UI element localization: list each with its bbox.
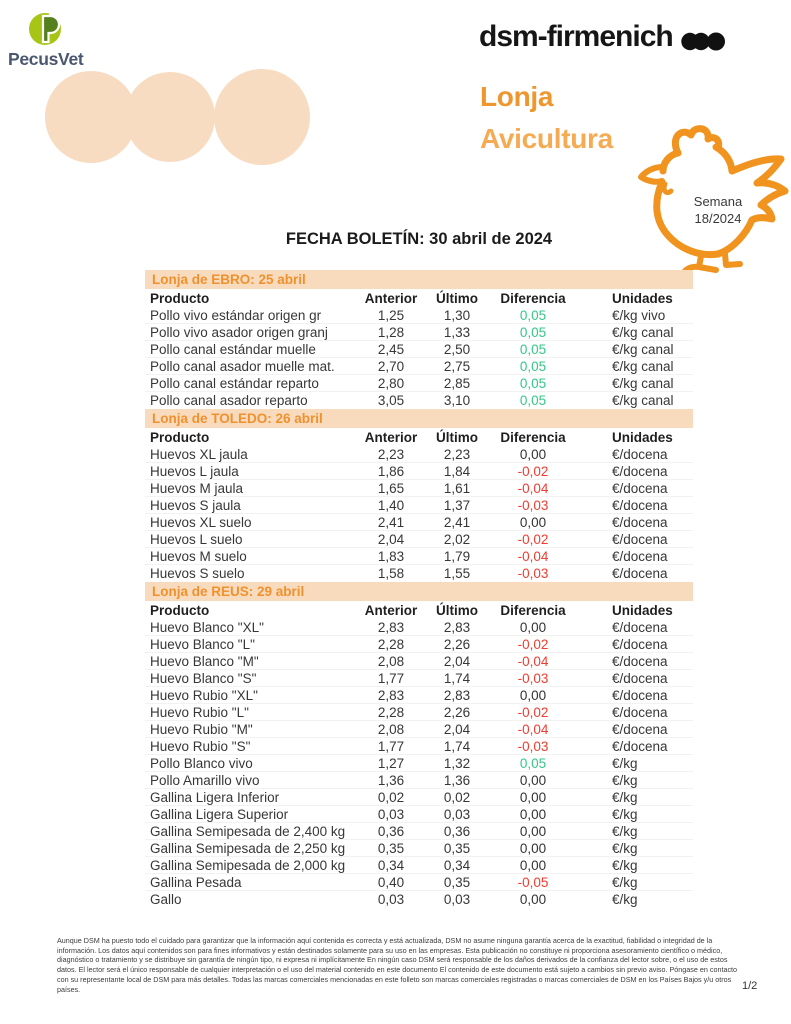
cell-unidades: €/docena [612, 721, 668, 737]
cell-anterior: 0,36 [377, 823, 405, 839]
table-row [145, 772, 693, 789]
cell-anterior: 0,40 [377, 874, 405, 890]
cell-diferencia: 0,00 [519, 619, 547, 635]
decorative-circle [214, 69, 310, 165]
table-row [145, 721, 693, 738]
cell-anterior: 0,02 [377, 789, 405, 805]
table-row [145, 704, 693, 721]
cell-diferencia: -0,04 [517, 480, 549, 496]
page-title-line1: Lonja [480, 81, 554, 112]
cell-diferencia: 0,05 [519, 324, 547, 340]
cell-anterior: 2,41 [377, 514, 405, 530]
section-title-bar [145, 409, 693, 428]
cell-anterior: 1,77 [377, 738, 405, 754]
column-header-unidades: Unidades [612, 290, 673, 306]
cell-diferencia: -0,03 [517, 566, 549, 581]
cell-ultimo: 1,74 [443, 670, 471, 686]
cell-producto: Gallina Ligera Superior [150, 806, 289, 822]
lonja-section [145, 270, 693, 409]
cell-diferencia: 0,00 [519, 687, 547, 703]
cell-unidades: €/kg [612, 874, 638, 890]
cell-producto: Huevos L suelo [150, 531, 243, 547]
cell-unidades: €/kg canal [612, 393, 674, 408]
cell-diferencia: 0,00 [519, 840, 547, 856]
cell-unidades: €/kg vivo [612, 307, 666, 323]
cell-producto: Gallina Ligera Inferior [150, 789, 280, 805]
table-row [145, 358, 693, 375]
table-row [145, 531, 693, 548]
cell-unidades: €/docena [612, 497, 668, 513]
column-header-unidades: Unidades [612, 429, 673, 445]
week-label: Semana [693, 194, 743, 209]
cell-ultimo: 0,34 [443, 857, 471, 873]
cell-unidades: €/docena [612, 636, 668, 652]
cell-producto: Huevos M jaula [150, 480, 244, 496]
cell-unidades: €/kg [612, 840, 638, 856]
cell-producto: Huevos S suelo [150, 566, 245, 581]
cell-ultimo: 1,79 [443, 548, 471, 564]
cell-producto: Gallina Semipesada de 2,400 kg [150, 823, 346, 839]
cell-unidades: €/docena [612, 446, 668, 462]
cell-diferencia: 0,00 [519, 772, 547, 788]
cell-producto: Huevos L jaula [150, 463, 239, 479]
table-row [145, 891, 693, 908]
cell-diferencia: -0,02 [517, 636, 549, 652]
cell-anterior: 0,34 [377, 857, 405, 873]
cell-unidades: €/docena [612, 704, 668, 720]
table-row [145, 687, 693, 704]
cell-unidades: €/kg canal [612, 341, 674, 357]
dsm-three-dots-icon [681, 32, 729, 51]
column-header-diferencia: Diferencia [500, 602, 566, 618]
cell-unidades: €/docena [612, 548, 668, 564]
cell-anterior: 1,65 [377, 480, 405, 496]
cell-producto: Huevos XL suelo [150, 514, 252, 530]
cell-ultimo: 0,03 [443, 892, 471, 907]
column-header-producto: Producto [150, 429, 210, 445]
cell-ultimo: 1,33 [443, 324, 471, 340]
column-header-unidades: Unidades [612, 602, 673, 618]
cell-ultimo: 0,35 [443, 874, 471, 890]
cell-ultimo: 2,83 [443, 687, 471, 703]
price-sections [145, 270, 693, 908]
table-header-row [145, 428, 693, 446]
cell-anterior: 1,58 [377, 566, 405, 581]
table-row [145, 670, 693, 687]
table-body [145, 446, 693, 582]
cell-ultimo: 2,83 [443, 619, 471, 635]
cell-ultimo: 2,50 [443, 341, 471, 357]
cell-diferencia: 0,00 [519, 806, 547, 822]
cell-diferencia: -0,03 [517, 738, 549, 754]
cell-unidades: €/docena [612, 687, 668, 703]
cell-anterior: 1,25 [377, 307, 405, 323]
table-header-row [145, 601, 693, 619]
cell-diferencia: -0,02 [517, 463, 549, 479]
cell-producto: Pollo vivo estándar origen gr [150, 307, 322, 323]
table-row [145, 463, 693, 480]
cell-producto: Huevo Blanco "M" [150, 653, 259, 669]
table-body [145, 619, 693, 908]
table-row [145, 738, 693, 755]
column-header-producto: Producto [150, 290, 210, 306]
cell-diferencia: 0,05 [519, 755, 547, 771]
cell-diferencia: -0,03 [517, 670, 549, 686]
cell-producto: Pollo canal estándar reparto [150, 375, 319, 391]
cell-diferencia: -0,04 [517, 721, 549, 737]
cell-diferencia: 0,00 [519, 892, 547, 907]
cell-ultimo: 2,26 [443, 636, 471, 652]
cell-ultimo: 2,04 [443, 721, 471, 737]
cell-producto: Gallina Pesada [150, 874, 242, 890]
cell-diferencia: 0,00 [519, 857, 547, 873]
cell-anterior: 1,83 [377, 548, 405, 564]
bulletin-date: FECHA BOLETÍN: 30 abril de 2024 [285, 230, 553, 248]
cell-diferencia: -0,03 [517, 497, 549, 513]
cell-unidades: €/kg canal [612, 324, 674, 340]
cell-anterior: 3,05 [377, 393, 405, 408]
cell-producto: Pollo canal estándar muelle [150, 341, 316, 357]
cell-anterior: 0,03 [377, 806, 405, 822]
table-row [145, 480, 693, 497]
cell-unidades: €/kg [612, 772, 638, 788]
table-row [145, 806, 693, 823]
column-header-ultimo: Último [436, 290, 478, 306]
table-row [145, 789, 693, 806]
table-row [145, 840, 693, 857]
cell-anterior: 1,27 [377, 755, 405, 771]
table-row [145, 324, 693, 341]
table-row [145, 874, 693, 891]
cell-anterior: 1,36 [377, 772, 405, 788]
cell-ultimo: 2,23 [443, 446, 471, 462]
column-header-diferencia: Diferencia [500, 429, 566, 445]
section-title-bar [145, 582, 693, 601]
cell-anterior: 1,40 [377, 497, 405, 513]
cell-unidades: €/kg [612, 892, 638, 907]
table-row [145, 653, 693, 670]
table-row [145, 392, 693, 409]
cell-ultimo: 2,04 [443, 653, 471, 669]
cell-producto: Huevo Rubio "S" [150, 738, 251, 754]
cell-unidades: €/kg [612, 755, 638, 771]
cell-unidades: €/docena [612, 463, 668, 479]
cell-ultimo: 3,10 [443, 393, 471, 408]
decorative-circle [45, 71, 137, 163]
cell-producto: Huevo Rubio "M" [150, 721, 253, 737]
table-row [145, 341, 693, 358]
cell-ultimo: 1,37 [443, 497, 471, 513]
cell-producto: Huevo Rubio "L" [150, 704, 249, 720]
cell-anterior: 2,28 [377, 636, 405, 652]
cell-anterior: 0,35 [377, 840, 405, 856]
cell-diferencia: 0,05 [519, 341, 547, 357]
cell-ultimo: 1,84 [443, 463, 471, 479]
dsm-firmenich-wordmark: dsm-firmenich [479, 20, 673, 53]
cell-unidades: €/docena [612, 738, 668, 754]
cell-producto: Huevos M suelo [150, 548, 247, 564]
cell-ultimo: 1,32 [443, 755, 471, 771]
cell-anterior: 2,04 [377, 531, 405, 547]
cell-diferencia: 0,00 [519, 823, 547, 839]
cell-anterior: 2,08 [377, 721, 405, 737]
table-row [145, 307, 693, 324]
decorative-circle [125, 72, 215, 162]
cell-anterior: 2,08 [377, 653, 405, 669]
column-header-diferencia: Diferencia [500, 290, 566, 306]
table-row [145, 636, 693, 653]
cell-anterior: 2,28 [377, 704, 405, 720]
cell-unidades: €/kg canal [612, 375, 674, 391]
cell-unidades: €/docena [612, 619, 668, 635]
cell-anterior: 2,83 [377, 619, 405, 635]
cell-ultimo: 0,36 [443, 823, 471, 839]
cell-ultimo: 2,26 [443, 704, 471, 720]
cell-ultimo: 0,35 [443, 840, 471, 856]
column-header-anterior: Anterior [364, 290, 418, 306]
cell-producto: Huevo Rubio "XL" [150, 687, 258, 703]
cell-diferencia: 0,05 [519, 393, 547, 408]
column-header-anterior: Anterior [364, 602, 418, 618]
cell-anterior: 1,28 [377, 324, 405, 340]
cell-unidades: €/kg [612, 823, 638, 839]
cell-ultimo: 2,85 [443, 375, 471, 391]
cell-ultimo: 0,03 [443, 806, 471, 822]
lonja-section [145, 582, 693, 908]
cell-ultimo: 2,75 [443, 358, 471, 374]
section-title: Lonja de TOLEDO: 26 abril [152, 411, 323, 426]
pecusvet-logo [8, 8, 128, 72]
cell-diferencia: 0,05 [519, 375, 547, 391]
cell-diferencia: 0,00 [519, 514, 547, 530]
cell-anterior: 2,45 [377, 341, 405, 357]
pecusvet-wordmark: PecusVet [8, 49, 84, 69]
table-row [145, 497, 693, 514]
cell-diferencia: -0,02 [517, 704, 549, 720]
column-header-producto: Producto [150, 602, 210, 618]
cell-producto: Pollo canal asador muelle mat. [150, 358, 335, 374]
cell-producto: Huevos XL jaula [150, 446, 248, 462]
cell-diferencia: -0,04 [517, 548, 549, 564]
cell-anterior: 2,83 [377, 687, 405, 703]
cell-diferencia: -0,04 [517, 653, 549, 669]
column-header-ultimo: Último [436, 602, 478, 618]
table-row [145, 375, 693, 392]
dsm-firmenich-logo [479, 20, 729, 54]
cell-producto: Pollo canal asador reparto [150, 393, 308, 408]
cell-anterior: 2,80 [377, 375, 405, 391]
cell-producto: Pollo Amarillo vivo [150, 772, 260, 788]
table-row [145, 548, 693, 565]
cell-unidades: €/docena [612, 531, 668, 547]
page-title-line2: Avicultura [480, 123, 613, 154]
lonja-section [145, 409, 693, 582]
cell-ultimo: 1,61 [443, 480, 471, 496]
page-number: 1/2 [742, 980, 758, 992]
legal-disclaimer: Aunque DSM ha puesto todo el cuidado para garantizar que la información aquí contenida es correcta y está actualizada, DSM no asume ninguna garantía acerca de la exactitud, fiabilidad o integridad de la información. Los datos aquí contenidos son para fines informativos y están destinados solamente para su uso en las empresas. Esta publicación no constituye ni proporciona asesoramiento científico o médico, diagnóstico o tratamiento y se distribuye sin garantía de ningún tipo, ni expresa ni implícitamente En ningún caso DSM será responsable de los daños derivados de la confianza del lector sobre, o el uso de estos datos. El lector será el único responsable de cualquier interpretación o el uso del material contenido en este documento El contenido de este documento está sujeto a cambios sin previo aviso. Póngase en contacto con su representante local de DSM para más detalles. Todas las marcas comerciales mencionadas en este folleto son marcas comerciales registradas o marcas comerciales de DSM en los Países Bajos y/u otros países. [57, 936, 738, 994]
cell-diferencia: 0,00 [519, 446, 547, 462]
cell-anterior: 2,23 [377, 446, 405, 462]
table-row [145, 857, 693, 874]
pecusvet-p-icon [28, 10, 66, 48]
cell-unidades: €/kg [612, 857, 638, 873]
cell-producto: Gallina Semipesada de 2,250 kg [150, 840, 346, 856]
table-row [145, 565, 693, 582]
section-title-bar [145, 270, 693, 289]
section-title: Lonja de EBRO: 25 abril [152, 272, 306, 287]
section-title: Lonja de REUS: 29 abril [152, 584, 305, 599]
cell-ultimo: 2,41 [443, 514, 471, 530]
cell-producto: Gallina Semipesada de 2,000 kg [150, 857, 346, 873]
cell-unidades: €/docena [612, 480, 668, 496]
week-number: 18/2024 [694, 210, 742, 226]
cell-ultimo: 1,30 [443, 307, 471, 323]
cell-producto: Pollo vivo asador origen granj [150, 324, 328, 340]
week-badge [668, 194, 768, 227]
cell-producto: Huevos S jaula [150, 497, 241, 513]
cell-anterior: 1,86 [377, 463, 405, 479]
cell-anterior: 0,03 [377, 892, 405, 907]
table-row [145, 823, 693, 840]
cell-unidades: €/kg [612, 789, 638, 805]
cell-diferencia: 0,00 [519, 789, 547, 805]
table-row [145, 514, 693, 531]
cell-unidades: €/docena [612, 653, 668, 669]
cell-unidades: €/docena [612, 566, 668, 581]
cell-anterior: 2,70 [377, 358, 405, 374]
cell-diferencia: 0,05 [519, 307, 547, 323]
cell-unidades: €/kg [612, 806, 638, 822]
cell-producto: Gallo [150, 892, 182, 907]
cell-diferencia: -0,02 [517, 531, 549, 547]
cell-ultimo: 0,02 [443, 789, 471, 805]
cell-ultimo: 1,55 [443, 566, 471, 581]
cell-unidades: €/docena [612, 514, 668, 530]
cell-producto: Huevo Blanco "L" [150, 636, 255, 652]
cell-ultimo: 1,36 [443, 772, 471, 788]
table-header-row [145, 289, 693, 307]
cell-diferencia: -0,05 [517, 874, 549, 890]
table-row [145, 446, 693, 463]
cell-producto: Huevo Blanco "XL" [150, 619, 264, 635]
column-header-anterior: Anterior [364, 429, 418, 445]
column-header-ultimo: Último [436, 429, 478, 445]
cell-unidades: €/docena [612, 670, 668, 686]
table-body [145, 307, 693, 409]
table-row [145, 755, 693, 772]
cell-producto: Pollo Blanco vivo [150, 755, 253, 771]
cell-ultimo: 2,02 [443, 531, 471, 547]
cell-unidades: €/kg canal [612, 358, 674, 374]
cell-diferencia: 0,05 [519, 358, 547, 374]
table-row [145, 619, 693, 636]
cell-producto: Huevo Blanco "S" [150, 670, 257, 686]
cell-anterior: 1,77 [377, 670, 405, 686]
cell-ultimo: 1,74 [443, 738, 471, 754]
